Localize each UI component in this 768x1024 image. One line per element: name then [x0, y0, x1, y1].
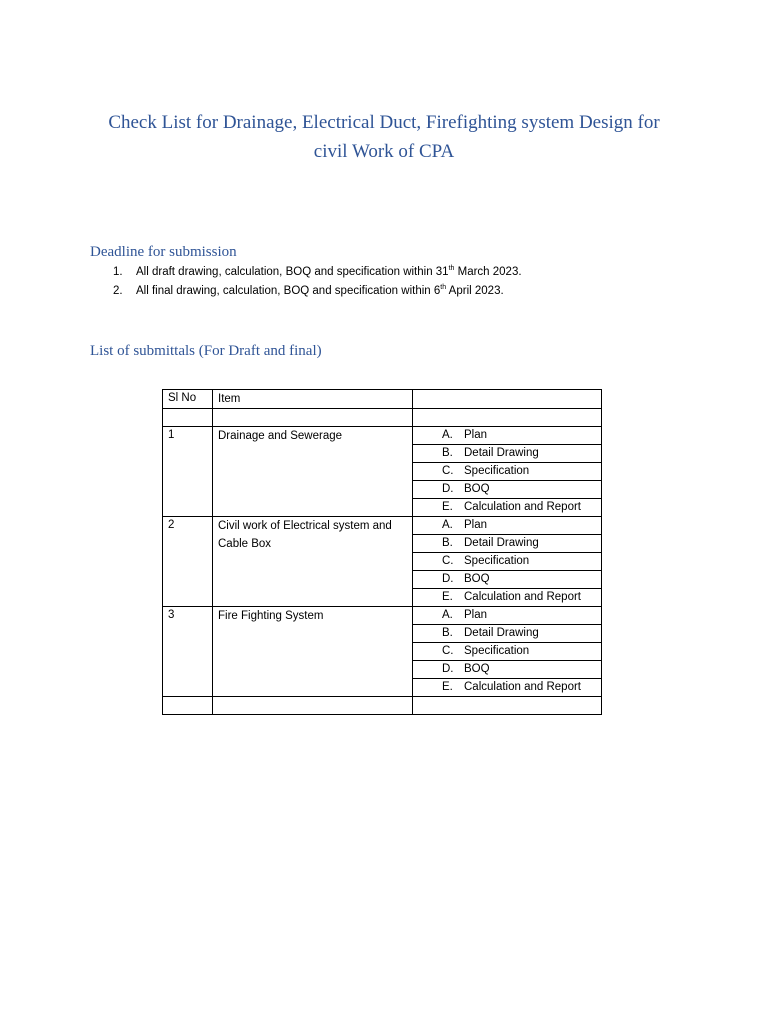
empty-cell: [213, 409, 413, 427]
table-row: [163, 517, 602, 535]
subitem: [413, 661, 596, 678]
subitem-letter: E.: [442, 591, 453, 603]
subitem-label: BOQ: [464, 663, 490, 675]
sl-no-cell: 2: [163, 517, 213, 607]
sl-no-cell: 1: [163, 427, 213, 517]
subitem-cell: [413, 643, 602, 661]
deadline-item-superscript: th: [440, 284, 447, 292]
deadline-item-text: All final drawing, calculation, BOQ and specification within 6: [136, 285, 441, 297]
subitem-label: Plan: [464, 609, 488, 621]
submittals-heading: List of submittals (For Draft and final): [90, 343, 322, 359]
subitem-cell: [413, 661, 602, 679]
sl-no-cell: 3: [163, 607, 213, 697]
subitem: [413, 517, 596, 534]
subitem-label: Detail Drawing: [464, 537, 539, 549]
subitem-letter: B.: [442, 627, 453, 639]
subitem-cell: [413, 571, 602, 589]
deadline-item-text-end: March 2023.: [454, 266, 522, 278]
subitem-label: Detail Drawing: [464, 627, 539, 639]
deadline-item-text-end: April 2023.: [446, 285, 504, 297]
subitem: [413, 679, 596, 696]
subitem-label: Calculation and Report: [464, 501, 581, 513]
subitem-letter: C.: [442, 555, 454, 567]
subitem-cell: [413, 481, 602, 499]
subitem-cell: [413, 553, 602, 571]
table-header-row: [163, 390, 602, 409]
subitem-label: BOQ: [464, 573, 490, 585]
subitem-label: Plan: [464, 519, 488, 531]
deadline-item-number: 2.: [113, 285, 123, 297]
item-cell: Civil work of Electrical system and Cable Box: [213, 517, 413, 607]
header-item: Item: [213, 390, 413, 409]
subitem-cell: [413, 535, 602, 553]
subitem: [413, 571, 596, 588]
subitem-letter: B.: [442, 447, 453, 459]
subitem-label: Specification: [464, 465, 530, 477]
subitem: [413, 481, 596, 498]
item-cell: Drainage and Sewerage: [213, 427, 413, 517]
subitem-letter: C.: [442, 465, 454, 477]
empty-cell: [213, 697, 413, 715]
subitem: [413, 445, 596, 462]
empty-cell: [163, 697, 213, 715]
subitem-cell: [413, 589, 602, 607]
header-sl-no: Sl No: [163, 390, 213, 409]
subitem-cell: [413, 427, 602, 445]
subitem-letter: A.: [442, 429, 453, 441]
subitem: [413, 427, 596, 444]
subitem-label: Plan: [464, 429, 488, 441]
subitem-letter: C.: [442, 645, 454, 657]
subitem-label: Specification: [464, 555, 530, 567]
subitem-label: Calculation and Report: [464, 591, 581, 603]
subitem: [413, 625, 596, 642]
subitem-label: Detail Drawing: [464, 447, 539, 459]
subitem-cell: [413, 607, 602, 625]
deadline-item-number: 1.: [113, 266, 123, 278]
item-cell: Fire Fighting System: [213, 607, 413, 697]
deadline-heading: Deadline for submission: [90, 244, 237, 260]
title-line-1: Check List for Drainage, Electrical Duct, Firefighting system Design for: [108, 112, 660, 133]
deadline-item-text: All draft drawing, calculation, BOQ and specification within 31: [136, 266, 449, 278]
table-row: [163, 607, 602, 625]
subitem-cell: [413, 517, 602, 535]
table-empty-row: [163, 409, 602, 427]
subitem-letter: B.: [442, 537, 453, 549]
subitem-letter: E.: [442, 501, 453, 513]
subitem: [413, 589, 596, 606]
deadline-item: [113, 263, 522, 282]
subitem-cell: [413, 445, 602, 463]
deadline-list: [113, 263, 522, 301]
subitem-letter: D.: [442, 573, 454, 585]
subitem-label: Calculation and Report: [464, 681, 581, 693]
empty-cell: [413, 697, 602, 715]
subitem-cell: [413, 499, 602, 517]
subitem-letter: D.: [442, 483, 454, 495]
subitem-cell: [413, 463, 602, 481]
subitem-letter: E.: [442, 681, 453, 693]
subitem: [413, 643, 596, 660]
subitem-cell: [413, 625, 602, 643]
table-row: [163, 427, 602, 445]
submittals-table-body: [163, 390, 602, 715]
deadline-item: [113, 282, 522, 301]
subitem-letter: D.: [442, 663, 454, 675]
subitem-label: Specification: [464, 645, 530, 657]
submittals-table: [162, 389, 602, 715]
subitem: [413, 535, 596, 552]
subitem: [413, 463, 596, 480]
table-empty-row: [163, 697, 602, 715]
subitem: [413, 499, 596, 516]
header-subitems: [413, 390, 602, 409]
empty-cell: [163, 409, 213, 427]
empty-cell: [413, 409, 602, 427]
deadline-item-superscript: th: [448, 265, 455, 273]
subitem-label: BOQ: [464, 483, 490, 495]
subitem-letter: A.: [442, 609, 453, 621]
subitem: [413, 553, 596, 570]
subitem-letter: A.: [442, 519, 453, 531]
subitem-cell: [413, 679, 602, 697]
title-line-2: civil Work of CPA: [313, 141, 455, 162]
subitem: [413, 607, 596, 624]
document-title: [40, 108, 728, 166]
